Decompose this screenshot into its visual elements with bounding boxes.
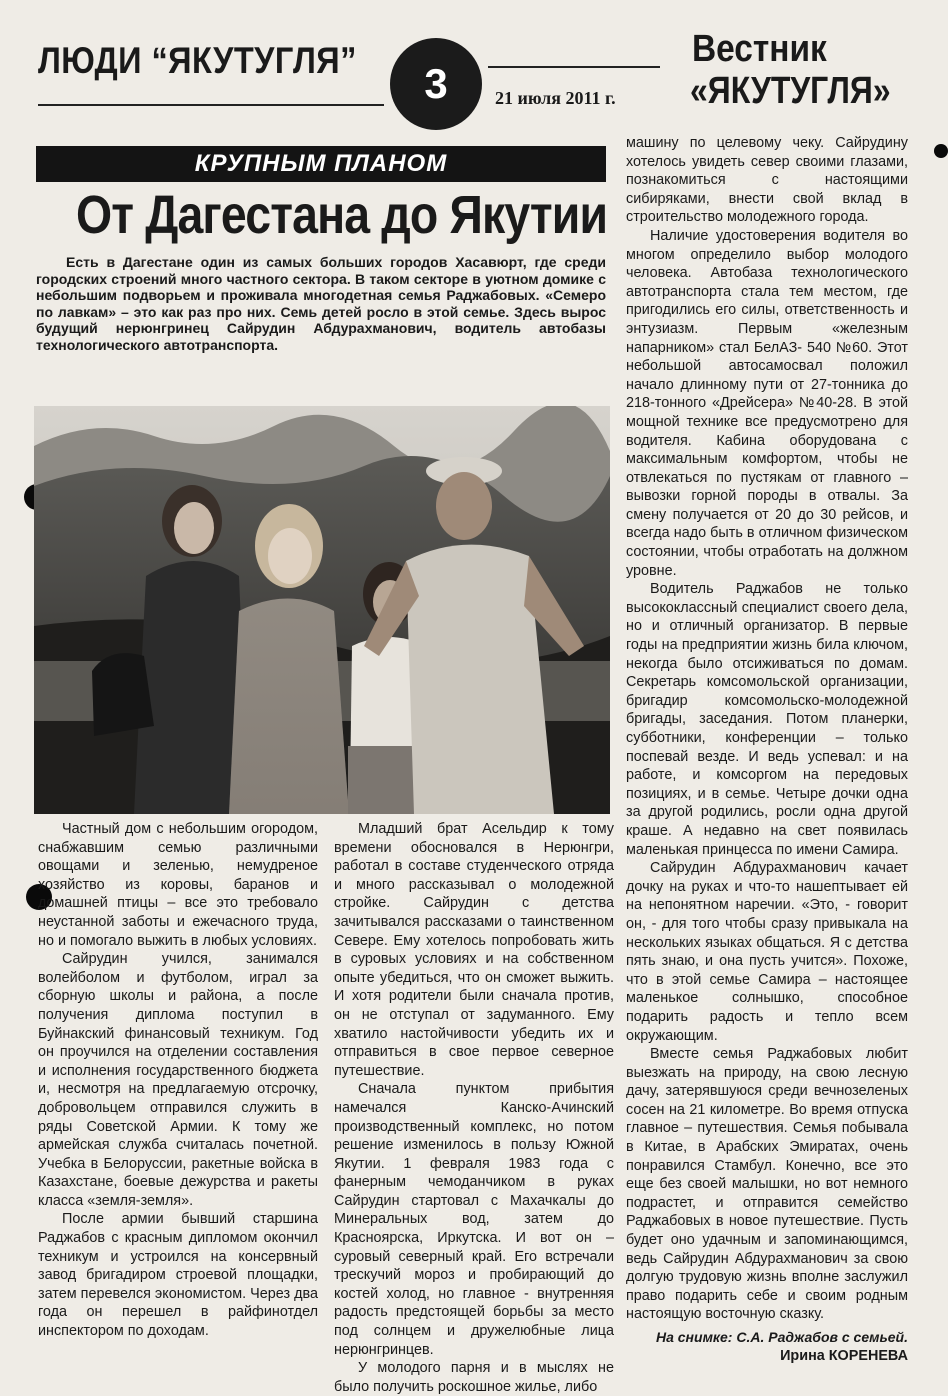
issue-date: 21 июля 2011 г. — [495, 88, 616, 108]
paragraph: Сайрудин Абдурахманович качает дочку на руках и что-то нашептывает ей на непонятном наречии. «Это, - говорит он, - для того чтобы сразу привыкала на нескольких языках общаться. Я с детства пять знаю, и она пусть учится». Похоже, что в этой семье Самира – настоящее маленькое солнышко, способное подарить радость и тепло всем окружающим. — [626, 860, 908, 1044]
section-title: ЛЮДИ “ЯКУТУГЛЯ” — [38, 40, 357, 81]
newspaper-title-line2: «ЯКУТУГЛЯ» — [690, 70, 891, 112]
paragraph: Сайрудин учился, занимался волейболом и футболом, играл за сборную школы и района, а после получения диплома поступил в Буйнакский финансовый техникум. Год он проучился на отделении составления и исполнения государственного бюджета и, несмотря на предлагаемую отсрочку, добровольцем отправился служить в ряды Советской Армии. К тому же армейская служба считалась почетной. Учебка в Белоруссии, ракетные войска в Казахстане, боевые дежурства и ракеты класса «земля-земля». — [38, 951, 318, 1209]
masthead-rule-right — [488, 66, 660, 68]
rubric-banner — [36, 146, 606, 182]
newspaper-title-line1: Вестник — [692, 28, 827, 70]
paragraph: Сначала пунктом прибытия намечался Канско-Ачинский производственный комплекс, но потом решение изменилось в пользу Южной Якутии. 1 февраля 1983 года с фанерным чемоданчиком в руках Сайрудин стартовал с Махачкалы до Минеральных вод, затем до Красноярска, Иркутска. И вот он –суровый северный край. Его встречали трескучий мороз и пробирающий до костей холод, но главное - внутренняя радость предстоящей борьбы за место под солнцем и дружелюбные лица нерюнгринцев. — [334, 1081, 614, 1358]
masthead-rule-left — [38, 104, 384, 106]
paragraph: У молодого парня и в мыслях не было получить роскошное жилье, либо — [334, 1360, 614, 1395]
page-number-badge — [390, 38, 482, 130]
paragraph: Частный дом с небольшим огородом, снабжавшим семью различными овощами и зеленью, немудреное хозяйство из коровы, баранов и домашней птицы – все это требовало неустанной заботы и ежечасного труда, но и помогало выжить в любых условиях. — [38, 821, 318, 949]
rubric-label: КРУПНЫМ ПЛАНОМ — [194, 150, 448, 177]
family-photo — [34, 406, 610, 814]
paragraph: Наличие удостоверения водителя во многом определило выбор молодого человека. Автобаза технологического автотранспорта стала тем местом, где пригодились его силы, ответственность и энтузиазм. Первым «железным напарником» стал БелАЗ- 540 №60. Этот небольшой автосамосвал положил начало длинному пути от 27-тонника до 218-тонного «Дрейсера» №40-28. В этой мощной технике все предусмотрено для водителя. Кабина оборудована с максимальным комфортом, чтобы не отвлекаться по пустякам от главного – вывозки горной породы в отвалы. За смену получается от 20 до 30 рейсов, и всегда надо быть в отличном физическом состоянии, чтобы отработать на должном уровне. — [626, 227, 908, 579]
article-column-1 — [38, 820, 318, 1341]
paragraph: Водитель Раджабов не только высококлассный специалист своего дела, но и отличный организатор. В первые годы на предприятии жизнь била ключом, некогда было отсиживаться по домам. Секретарь комсомольской организации, бригадир комсомольско-молодежной бригады, заседания. Потом планерки, субботники, конференции – только поспевай везде. И ведь успевал: и на работе, и комсоргом на передовых позициях, и в семье. Четыре дочки одна за другой родились, росли одна другой краше. А недавно на свет появилась маленькая принцесса по имени Самира. — [626, 581, 908, 858]
family-photo-image — [34, 406, 610, 814]
paragraph: Младший брат Асельдир к тому времени обосновался в Нерюнгри, работал в составе студенческого отряда и много рассказывал о молодежной стройке. Сайрудин с детства зачитывался рассказами о таинственном Севере. Ему хотелось попробовать жить в суровых условиях и на собственном опыте убедиться, что он сможет выжить. И хотя родители были сначала против, он не отступал от задуманного. Ему хватило настойчивости убедить их и отправиться в свое первое северное путешествие. — [334, 821, 614, 1079]
article-column-3 — [626, 134, 908, 1365]
punch-hole — [934, 144, 948, 158]
article-column-2 — [334, 820, 614, 1396]
page-number: 3 — [424, 60, 448, 107]
paragraph-continued: машину по целевому чеку. Сайрудину хотелось увидеть север своими глазами, познакомиться с настоящими сибиряками, внести свой вклад в строительство молодежного города. — [626, 135, 908, 226]
paragraph: После армии бывший старшина Раджабов с красным дипломом окончил техникум и устроился на консервный завод бригадиром строевой площадки, затем перевелся экономистом. Через два года он перешел в райфинотдел инспектором по доходам. — [38, 1211, 318, 1340]
article-lead: Есть в Дагестане один из самых больших городов Хасавюрт, где среди городских строений много частного сектора. В таком секторе в уютном домике с небольшим подворьем и проживала многодетная семья Раджабовых. «Семеро по лавкам» – это как раз про них. Семь детей росло в этой семье. Здесь вырос будущий нерюнгринец Сайрудин Абдурахманович, водитель автобазы технологического автотранспорта. — [36, 254, 606, 353]
article-headline: От Дагестана до Якутии — [76, 185, 608, 245]
paragraph: Вместе семья Раджабовых любит выезжать на природу, на свою лесную дачу, затерявшуюся среди вечнозеленых сосен на 21 километре. Во время отпуска главное – путешествия. Семья побывала в Китае, в Арабских Эмиратах, очень понравился Стамбул. Конечно, все это еще без своей малышки, но вот немного подрастет, и отправится семейство Раджабовых в новое путешествие. Пусть будет оно удачным и запоминающимся, ведь Сайрудин Абдурахманович за свою долгую трудовую жизнь вполне заслужил право подарить себе и своим родным настоящую восточную сказку. — [626, 1046, 908, 1323]
article-author: Ирина КОРЕНЕВА — [780, 1347, 908, 1364]
photo-caption: На снимке: С.А. Раджабов с семьей. — [655, 1329, 908, 1345]
